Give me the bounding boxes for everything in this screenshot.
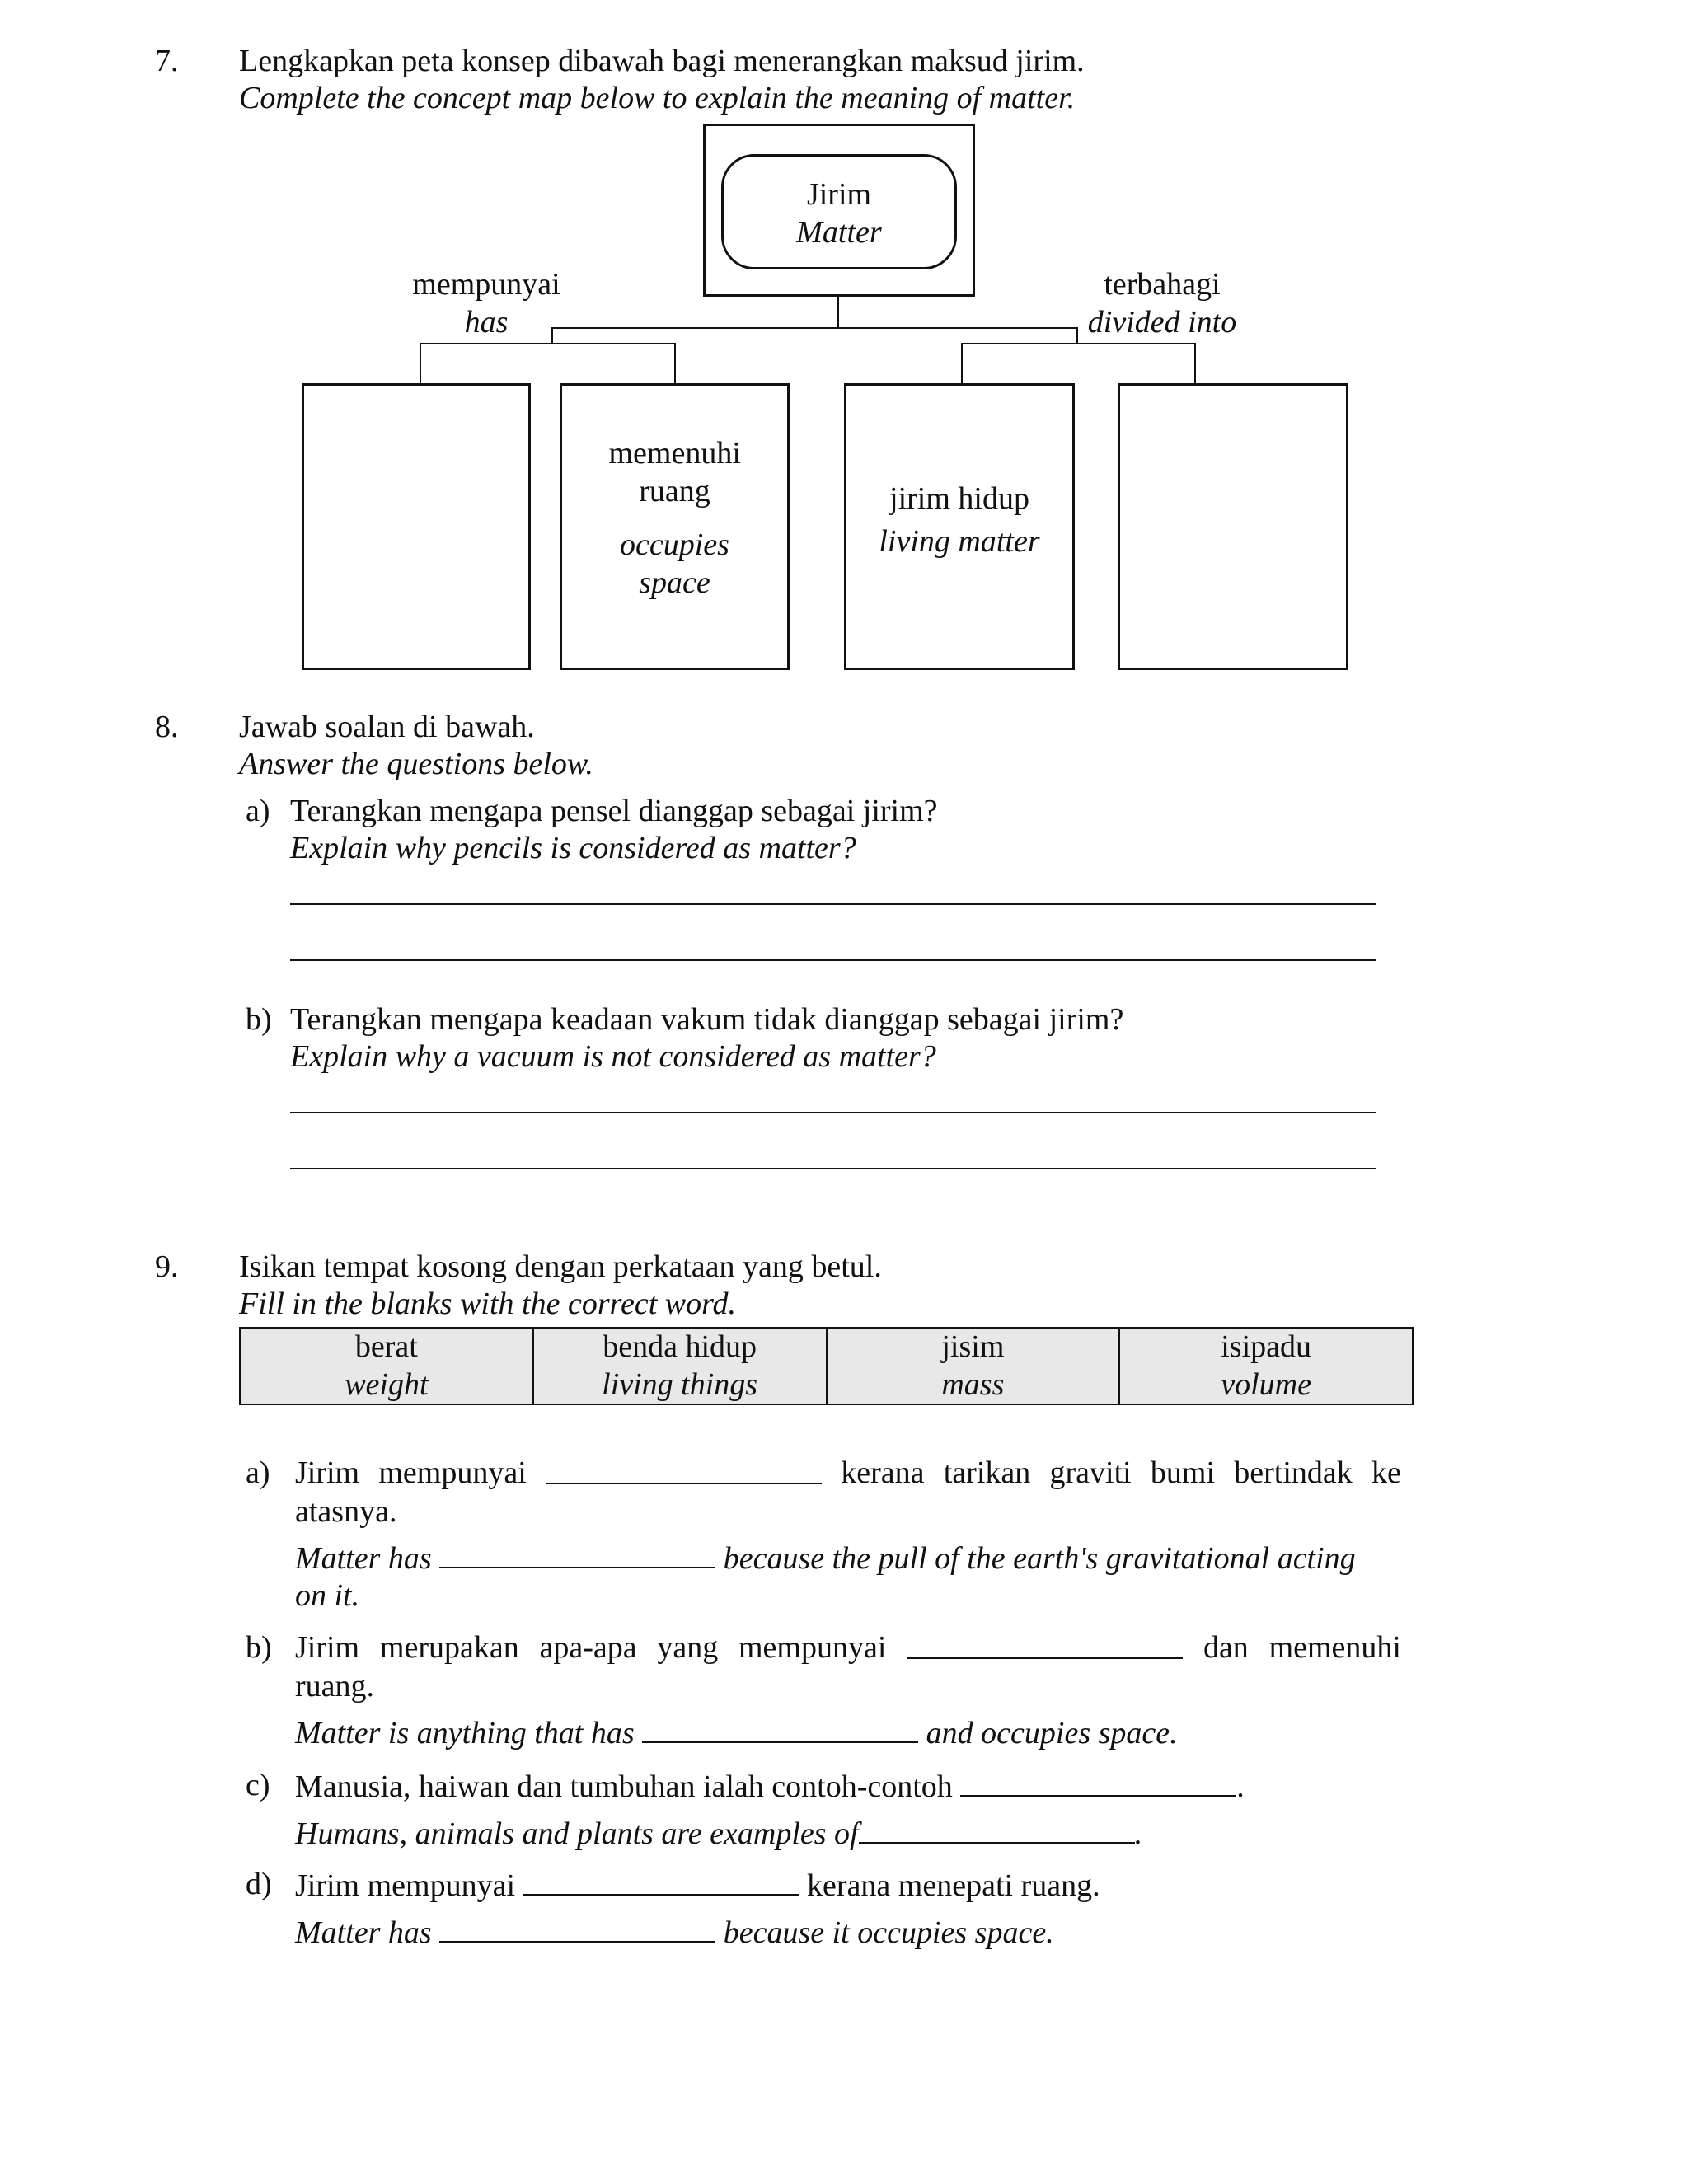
word: dan: [1203, 1630, 1249, 1665]
text: Manusia, haiwan dan tumbuhan ialah contoh-contoh: [295, 1769, 953, 1804]
concept-box-2-ms: memenuhi ruang: [608, 436, 741, 509]
word-bank-table: [239, 1327, 1414, 1405]
word-bank-cell: [240, 1328, 533, 1404]
blank-9c-en[interactable]: [859, 1814, 1135, 1844]
concept-center-ms: Jirim: [806, 177, 872, 212]
word-bank-en: volume: [1221, 1366, 1311, 1402]
word-bank-ms: isipadu: [1221, 1329, 1312, 1364]
text: kerana menepati ruang.: [807, 1868, 1100, 1903]
word: memenuhi: [1268, 1630, 1401, 1665]
answer-line-8a-2[interactable]: [290, 959, 1376, 961]
connector-main-horizontal: [551, 327, 1077, 329]
word-bank-ms: jisim: [941, 1329, 1005, 1364]
concept-box-3-en: living matter: [879, 523, 1040, 559]
connector-box2-drop: [674, 343, 676, 383]
blank-9c-ms[interactable]: [960, 1767, 1236, 1797]
word-bank-en: living things: [602, 1366, 758, 1402]
blank-9a-ms[interactable]: [546, 1455, 822, 1484]
question-8a-label: a): [246, 794, 270, 828]
question-9b-en: [295, 1713, 1178, 1753]
answer-line-8b-1[interactable]: [290, 1112, 1376, 1113]
word: graviti: [1049, 1455, 1132, 1490]
question-8b-en: Explain why a vacuum is not considered as matter?: [290, 1039, 936, 1074]
word-bank-ms: berat: [354, 1329, 418, 1364]
question-9b-label: b): [246, 1630, 272, 1665]
word-bank-cell: [827, 1328, 1120, 1404]
link-label-left-en: has: [464, 304, 509, 340]
word: ke: [1372, 1455, 1401, 1490]
concept-box-3: [844, 383, 1075, 670]
question-9a-en: [295, 1539, 1356, 1578]
concept-box-1-blank[interactable]: [302, 383, 531, 670]
connector-right-branch: [961, 343, 1196, 344]
text: because the pull of the earth's gravitational acting: [723, 1541, 1356, 1576]
text: and occupies space.: [926, 1716, 1178, 1750]
question-9a-ms-cont: atasnya.: [295, 1494, 397, 1529]
blank-9b-en[interactable]: [642, 1713, 918, 1743]
text: .: [1236, 1769, 1245, 1804]
question-9c-en: [295, 1814, 1142, 1854]
connector-center-down: [837, 297, 839, 328]
word-bank-cell: [533, 1328, 827, 1404]
word: kerana: [841, 1455, 925, 1490]
text: .: [1134, 1816, 1143, 1851]
question-8b-ms: Terangkan mengapa keadaan vakum tidak dianggap sebagai jirim?: [290, 1002, 1124, 1037]
question-9d-label: d): [246, 1867, 272, 1901]
question-7-number: 7.: [155, 44, 179, 78]
blank-9b-ms[interactable]: [907, 1629, 1183, 1659]
word-bank-ms: benda hidup: [603, 1329, 757, 1364]
word: Jirim: [295, 1455, 360, 1490]
question-8-prompt-ms: Jawab soalan di bawah.: [239, 710, 535, 744]
word: mempunyai: [738, 1630, 887, 1665]
answer-line-8b-2[interactable]: [290, 1168, 1376, 1169]
link-label-right-ms: terbahagi: [1104, 267, 1221, 302]
question-9c-ms: [295, 1767, 1245, 1807]
word-bank-cell: [1119, 1328, 1413, 1404]
concept-box-2: [560, 383, 790, 670]
question-9c-label: c): [246, 1768, 270, 1802]
answer-line-8a-1[interactable]: [290, 903, 1376, 905]
question-7-prompt-en: Complete the concept map below to explain the meaning of matter.: [239, 81, 1076, 115]
question-9a-label: a): [246, 1455, 270, 1490]
word: yang: [657, 1630, 719, 1665]
text: because it occupies space.: [723, 1915, 1054, 1950]
question-9-prompt-ms: Isikan tempat kosong dengan perkataan yang betul.: [239, 1249, 882, 1284]
question-9-number: 9.: [155, 1249, 179, 1284]
word-bank-en: weight: [345, 1366, 429, 1402]
text: Matter is anything that has: [295, 1716, 635, 1750]
question-8-prompt-en: Answer the questions below.: [239, 747, 593, 781]
concept-box-3-ms: jirim hidup: [889, 481, 1029, 516]
question-8-number: 8.: [155, 710, 179, 744]
concept-center-node: [721, 154, 957, 269]
word: tarikan: [943, 1455, 1031, 1490]
word: merupakan: [379, 1630, 519, 1665]
word: apa-apa: [539, 1630, 637, 1665]
text: Jirim mempunyai: [295, 1868, 516, 1903]
link-label-left: [387, 266, 585, 341]
concept-box-2-en: occupies space: [620, 527, 729, 600]
word: bertindak: [1234, 1455, 1353, 1490]
question-9d-ms: [295, 1866, 1100, 1905]
concept-center-en: Matter: [796, 214, 882, 250]
blank-9d-ms[interactable]: [523, 1866, 799, 1896]
question-9d-en: [295, 1913, 1054, 1952]
word: bumi: [1150, 1455, 1216, 1490]
text: Matter has: [295, 1541, 432, 1576]
blank-9a-en[interactable]: [439, 1539, 715, 1568]
link-label-left-ms: mempunyai: [412, 267, 560, 302]
word: mempunyai: [378, 1455, 527, 1490]
connector-box4-drop: [1194, 343, 1196, 383]
connector-box1-drop: [420, 343, 421, 383]
blank-9d-en[interactable]: [439, 1913, 715, 1943]
question-8a-en: Explain why pencils is considered as matter?: [290, 831, 856, 865]
word: Jirim: [295, 1630, 360, 1665]
question-9b-ms-cont: ruang.: [295, 1669, 375, 1704]
connector-box3-drop: [961, 343, 963, 383]
question-9b-ms: [295, 1629, 1401, 1667]
question-7-prompt-ms: Lengkapkan peta konsep dibawah bagi menerangkan maksud jirim.: [239, 44, 1085, 78]
question-9-prompt-en: Fill in the blanks with the correct word.: [239, 1286, 737, 1321]
concept-box-4-blank[interactable]: [1118, 383, 1348, 670]
word-bank-en: mass: [941, 1366, 1005, 1402]
text: Humans, animals and plants are examples of: [295, 1816, 859, 1851]
question-8b-label: b): [246, 1002, 272, 1037]
link-label-right: [1071, 266, 1253, 341]
question-8a-ms: Terangkan mengapa pensel dianggap sebagai jirim?: [290, 794, 938, 828]
question-9a-ms: [295, 1455, 1401, 1493]
question-9a-en-cont: on it.: [295, 1578, 360, 1613]
link-label-right-en: divided into: [1087, 304, 1237, 340]
connector-left-branch: [420, 343, 676, 344]
text: Matter has: [295, 1915, 432, 1950]
